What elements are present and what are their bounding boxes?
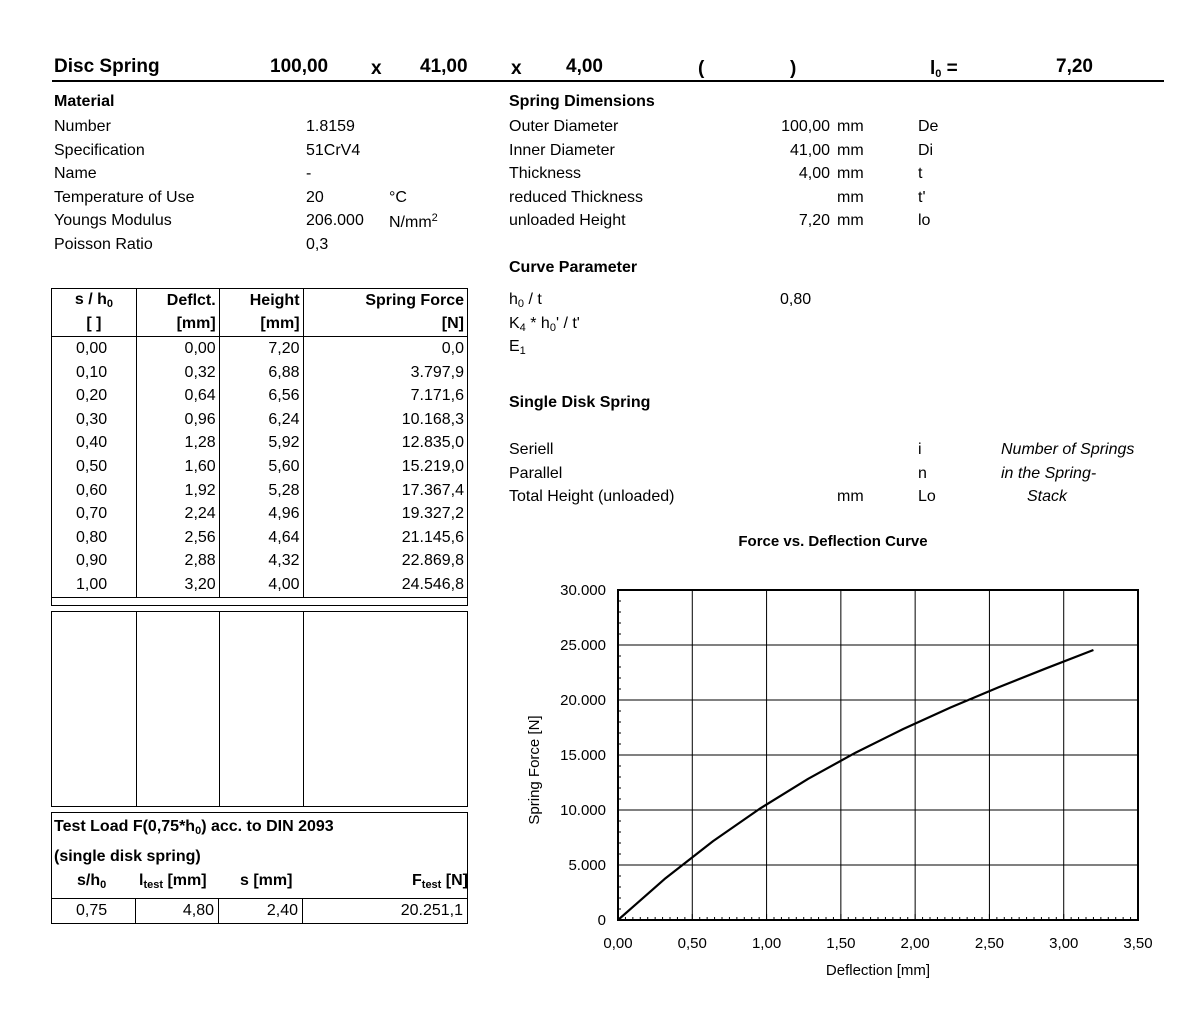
x-tick-label: 3,50 bbox=[1123, 935, 1153, 952]
single-title: Single Disk Spring bbox=[509, 394, 651, 411]
test-load-h3: s [mm] bbox=[240, 872, 293, 889]
y-tick-label: 30.000 bbox=[560, 582, 606, 599]
x-tick-label: 3,00 bbox=[1049, 935, 1079, 952]
table-row bbox=[52, 408, 468, 432]
table-cell: 4,96 bbox=[219, 502, 303, 526]
table-cell: 0,00 bbox=[136, 337, 219, 361]
table-cell: 3,20 bbox=[136, 573, 219, 597]
h0t-label: $h_0$ / t bbox=[509, 291, 542, 310]
table-cell: 0,90 bbox=[52, 550, 137, 574]
table-cell: 6,88 bbox=[219, 361, 303, 385]
curve-param-title: Curve Parameter bbox=[509, 259, 638, 276]
dimension-label: unloaded Height bbox=[509, 212, 626, 230]
material-label: Name bbox=[54, 165, 97, 183]
material-value: - bbox=[306, 165, 312, 183]
title: Disc Spring bbox=[54, 56, 160, 77]
table-cell: 10.168,3 bbox=[303, 408, 467, 432]
single-symbol: i bbox=[918, 441, 922, 458]
table-cell: 4,00 bbox=[219, 573, 303, 597]
y-tick-label: 15.000 bbox=[560, 747, 606, 764]
table-cell: 0,0 bbox=[303, 337, 467, 361]
header-inner-diameter: 41,00 bbox=[420, 56, 468, 77]
table-header: Height bbox=[219, 289, 303, 313]
table-row bbox=[52, 432, 468, 456]
test-load-line1: Test Load $F(0,75*h_0)$ acc. to DIN 2093 bbox=[54, 818, 334, 837]
dimension-label: Inner Diameter bbox=[509, 141, 615, 159]
table-unit: [N] bbox=[303, 313, 467, 337]
table-row bbox=[52, 337, 468, 361]
table-row bbox=[52, 526, 468, 550]
header-rule bbox=[52, 80, 1164, 82]
test-load-line2: (single disk spring) bbox=[54, 848, 201, 865]
series-line bbox=[618, 650, 1093, 920]
dimensions-title: Spring Dimensions bbox=[509, 93, 655, 110]
h0t-value: 0,80 bbox=[780, 291, 812, 308]
x-tick-label: 2,00 bbox=[900, 935, 930, 952]
table-cell: 6,24 bbox=[219, 408, 303, 432]
single-label: Parallel bbox=[509, 464, 563, 482]
table-cell: 17.367,4 bbox=[303, 479, 467, 503]
y-tick-label: 5.000 bbox=[568, 857, 606, 874]
header-paren-open: ( bbox=[698, 58, 705, 79]
table-cell: 4,32 bbox=[219, 550, 303, 574]
dimension-label: Outer Diameter bbox=[509, 118, 619, 135]
table-cell: 5,92 bbox=[219, 432, 303, 456]
force-deflection-chart bbox=[510, 525, 1170, 995]
table-row bbox=[52, 479, 468, 503]
table-cell: 0,60 bbox=[52, 479, 137, 503]
table-cell: 0,40 bbox=[52, 432, 137, 456]
x-tick-label: 2,50 bbox=[974, 935, 1005, 952]
table-cell: 1,92 bbox=[136, 479, 219, 503]
y-tick-label: 25.000 bbox=[560, 637, 606, 654]
test-load-v2: 4,80 bbox=[182, 902, 214, 919]
material-value: 206.000 bbox=[306, 212, 364, 230]
table-cell: 7.171,6 bbox=[303, 384, 467, 408]
table-row bbox=[52, 550, 468, 574]
table-cell: 2,56 bbox=[136, 526, 219, 550]
table-cell: 0,10 bbox=[52, 361, 137, 385]
single-label: Total Height (unloaded) bbox=[509, 488, 675, 506]
header-paren-close: ) bbox=[790, 58, 797, 79]
table-cell: 1,00 bbox=[52, 573, 137, 597]
table-cell: 6,56 bbox=[219, 384, 303, 408]
table-cell: 1,60 bbox=[136, 455, 219, 479]
table-header: Deflct. bbox=[136, 289, 219, 313]
test-load-v4: 20.251,1 bbox=[400, 902, 463, 919]
dimension-symbol: t bbox=[918, 165, 923, 183]
single-note: in the Spring- bbox=[1001, 464, 1097, 482]
table-row bbox=[52, 502, 468, 526]
x-tick-label: 0,00 bbox=[603, 935, 633, 952]
test-load-h4: $F_{test}$ [N] bbox=[412, 872, 468, 891]
y-axis-label: Spring Force [N] bbox=[526, 715, 543, 825]
table-cell: 4,64 bbox=[219, 526, 303, 550]
dimension-value: 41,00 bbox=[789, 141, 830, 159]
table-cell: 19.327,2 bbox=[303, 502, 467, 526]
table-cell: 22.869,8 bbox=[303, 550, 467, 574]
table-cell: 3.797,9 bbox=[303, 361, 467, 385]
material-label: Poisson Ratio bbox=[54, 236, 153, 253]
table-cell: 12.835,0 bbox=[303, 432, 467, 456]
x-tick-label: 1,00 bbox=[751, 935, 782, 952]
dimension-unit: mm bbox=[837, 165, 864, 183]
material-label: Temperature of Use bbox=[54, 188, 195, 206]
table-cell: 15.219,0 bbox=[303, 455, 467, 479]
table-cell: 0,30 bbox=[52, 408, 137, 432]
chart-title: Force vs. Deflection Curve bbox=[738, 533, 928, 550]
dimension-unit: mm bbox=[837, 141, 864, 159]
table-unit: [mm] bbox=[136, 313, 219, 337]
dimension-unit: mm bbox=[837, 188, 864, 206]
table-row bbox=[52, 573, 468, 597]
x-axis-label: Deflection [mm] bbox=[825, 962, 931, 979]
table-cell: 1,28 bbox=[136, 432, 219, 456]
dimension-unit: mm bbox=[837, 212, 864, 230]
table-row bbox=[52, 361, 468, 385]
material-unit: $N/mm^2$ bbox=[389, 212, 438, 232]
y-tick-label: 0 bbox=[597, 912, 606, 929]
single-symbol: Lo bbox=[918, 488, 936, 506]
table-cell: 0,00 bbox=[52, 337, 137, 361]
table-cell: 5,60 bbox=[219, 455, 303, 479]
header-thickness: 4,00 bbox=[566, 56, 603, 77]
test-load-v3: 2,40 bbox=[266, 902, 298, 919]
single-label: Seriell bbox=[509, 441, 554, 458]
dimension-value: 7,20 bbox=[798, 212, 830, 230]
dimension-symbol: lo bbox=[918, 212, 931, 230]
table-cell: 5,28 bbox=[219, 479, 303, 503]
table-cell: 21.145,6 bbox=[303, 526, 467, 550]
test-load-h1: $s/h_0$ bbox=[77, 872, 107, 891]
table-row bbox=[52, 455, 468, 479]
table-cell: 2,24 bbox=[136, 502, 219, 526]
table-cell: 0,96 bbox=[136, 408, 219, 432]
header-x1: x bbox=[371, 58, 382, 79]
dimension-symbol: De bbox=[918, 118, 939, 135]
header-outer-diameter: 100,00 bbox=[270, 56, 329, 77]
table-cell: 0,50 bbox=[52, 455, 137, 479]
table-cell: 0,80 bbox=[52, 526, 137, 550]
dimension-symbol: t' bbox=[918, 188, 926, 206]
y-tick-label: 20.000 bbox=[560, 692, 606, 709]
table-unit: [ ] bbox=[52, 313, 137, 337]
material-title: Material bbox=[54, 93, 115, 110]
single-note: Stack bbox=[1027, 488, 1068, 506]
table-header: s / $h_0$ bbox=[52, 289, 137, 313]
x-tick-label: 1,50 bbox=[826, 935, 856, 952]
table-cell: 0,20 bbox=[52, 384, 137, 408]
single-unit: mm bbox=[837, 488, 864, 506]
header-l0-value: 7,20 bbox=[1056, 56, 1093, 77]
single-symbol: n bbox=[918, 464, 927, 482]
table-cell: 24.546,8 bbox=[303, 573, 467, 597]
material-value: 0,3 bbox=[306, 236, 329, 253]
material-value: 1.8159 bbox=[306, 118, 355, 135]
test-load-h2: $l_{test}$ [mm] bbox=[139, 872, 207, 891]
table-cell: 0,32 bbox=[136, 361, 219, 385]
results-table bbox=[51, 289, 468, 598]
table-row bbox=[52, 384, 468, 408]
x-tick-label: 0,50 bbox=[677, 935, 707, 952]
dimension-unit: mm bbox=[837, 118, 864, 135]
material-value: 51CrV4 bbox=[306, 141, 361, 159]
empty-block bbox=[51, 611, 468, 807]
single-note: Number of Springs bbox=[1001, 441, 1135, 458]
table-header: Spring Force bbox=[303, 289, 467, 313]
material-label: Number bbox=[54, 118, 111, 135]
table-unit: [mm] bbox=[219, 313, 303, 337]
material-unit: °C bbox=[389, 188, 407, 206]
table-cell: 0,70 bbox=[52, 502, 137, 526]
dimension-value: 100,00 bbox=[781, 118, 830, 135]
table-cell: 2,88 bbox=[136, 550, 219, 574]
dimension-symbol: Di bbox=[918, 141, 934, 159]
header-x2: x bbox=[511, 58, 522, 79]
table-cell: 0,64 bbox=[136, 384, 219, 408]
y-tick-label: 10.000 bbox=[560, 802, 606, 819]
material-value: 20 bbox=[306, 188, 324, 206]
test-load-v1: 0,75 bbox=[76, 902, 108, 919]
dimension-value: 4,00 bbox=[798, 165, 830, 183]
k4-label: $K_4 * h_0'$ / t' bbox=[509, 315, 580, 334]
dimension-label: Thickness bbox=[509, 165, 582, 183]
material-label: Youngs Modulus bbox=[54, 212, 172, 230]
dimension-label: reduced Thickness bbox=[509, 188, 643, 206]
table-cell: 7,20 bbox=[219, 337, 303, 361]
header-l0-label: $l_0$ = bbox=[930, 58, 958, 80]
material-label: Specification bbox=[54, 141, 145, 159]
e1-label: $E_1$ bbox=[509, 338, 526, 357]
